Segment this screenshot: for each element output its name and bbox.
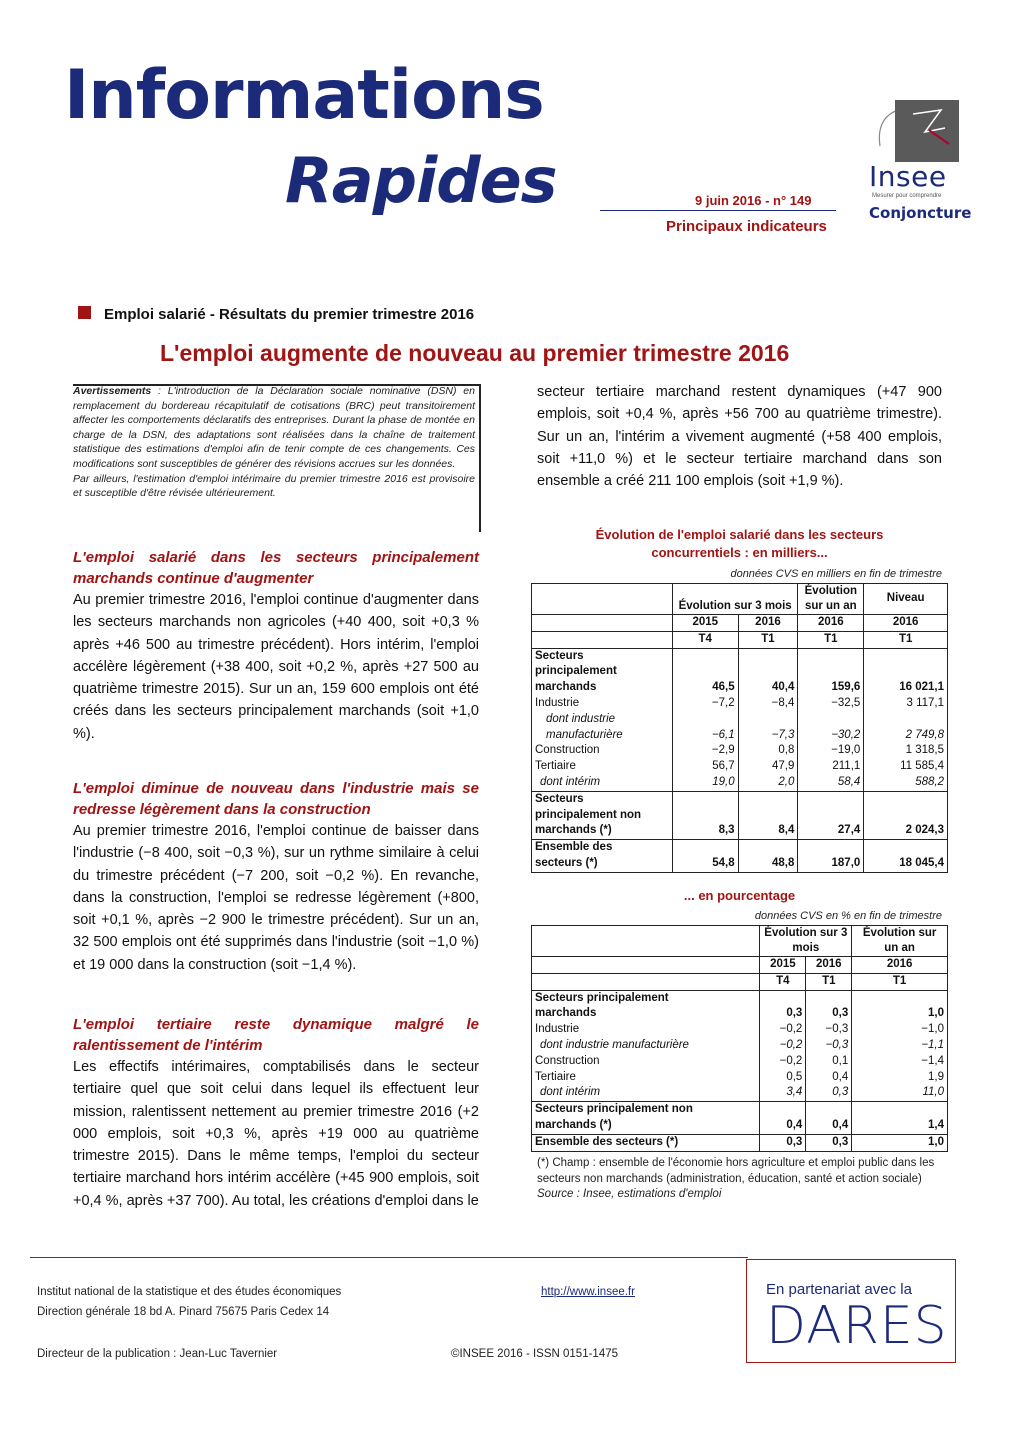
table1-cell: −7,3 bbox=[738, 712, 798, 744]
warning-para-1 bbox=[73, 384, 475, 472]
table2-cell: 0,3 bbox=[806, 1134, 852, 1151]
table2-cell: −1,4 bbox=[852, 1054, 948, 1070]
table1-row-label: Ensemble des secteurs (*) bbox=[532, 840, 673, 873]
table1-cell: 27,4 bbox=[798, 791, 864, 839]
table2-row-label: Secteurs principalement marchands bbox=[532, 990, 760, 1022]
table2-cell: 0,3 bbox=[806, 1085, 852, 1101]
table2-cell: −0,3 bbox=[806, 1038, 852, 1054]
table2-cell: 0,4 bbox=[806, 1102, 852, 1135]
table-row bbox=[532, 648, 948, 696]
footnote-source: Source : Insee, estimations d'emploi bbox=[537, 1188, 722, 1201]
insee-logo-mark-icon bbox=[895, 100, 959, 162]
table-row bbox=[532, 1102, 948, 1135]
footer-url-link[interactable]: http://www.insee.fr bbox=[541, 1286, 635, 1298]
table2-quarter: T1 bbox=[852, 973, 948, 990]
table1-cell: 3 117,1 bbox=[864, 696, 948, 712]
table1-header-evolan: Évolution sur un an bbox=[798, 584, 864, 615]
publication-subtitle: Rapides bbox=[285, 144, 557, 217]
table2-quarter: T1 bbox=[806, 973, 852, 990]
table1-cell: −32,5 bbox=[798, 696, 864, 712]
table-row bbox=[532, 791, 948, 839]
table2-header-evol3: Évolution sur 3 mois bbox=[760, 926, 852, 957]
warning-box bbox=[73, 384, 479, 501]
table2-cell: 1,9 bbox=[852, 1070, 948, 1086]
table2-year: 2015 bbox=[760, 957, 806, 974]
table-row bbox=[532, 775, 948, 791]
left-heading-2: L'emploi diminue de nouveau dans l'industrie mais se redresse légèrement dans la construction bbox=[73, 780, 479, 818]
table2-row-label: Tertiaire bbox=[532, 1070, 760, 1086]
table1-cell: 0,8 bbox=[738, 743, 798, 759]
table2 bbox=[531, 925, 948, 1152]
table1-year: 2016 bbox=[738, 615, 798, 632]
table2-cell: 0,1 bbox=[806, 1054, 852, 1070]
warning-text-1: : L'introduction de la Déclaration sociale nominative (DSN) en remplacement du bordereau récapitulatif de cotisations (BRC) peut transitoirement affecter les comportements déclaratifs des entreprises. Durant la phase de montée en charge de la DSN, des adaptations sont réalisées dans la chaîne de traitement statistique des estimations d'emploi afin de tenir compte de ces changements. Ces modifications sont susceptibles de générer des révisions accrues sur les données. bbox=[73, 385, 475, 470]
table2-year: 2016 bbox=[806, 957, 852, 974]
table1-cell: −8,4 bbox=[738, 696, 798, 712]
table2-cell: 0,3 bbox=[760, 1134, 806, 1151]
table2-cell: −1,1 bbox=[852, 1038, 948, 1054]
table1-cell: 46,5 bbox=[672, 648, 738, 696]
table1-year: 2015 bbox=[672, 615, 738, 632]
section-bullet-icon bbox=[78, 306, 91, 319]
table-row bbox=[532, 1085, 948, 1101]
table1-cell: 159,6 bbox=[798, 648, 864, 696]
table1-cell: 8,4 bbox=[738, 791, 798, 839]
table1-cell: 187,0 bbox=[798, 840, 864, 873]
publication-title: Informations bbox=[64, 56, 544, 135]
table1-cell: −19,0 bbox=[798, 743, 864, 759]
table1-row-label: Secteurs principalement non marchands (*) bbox=[532, 791, 673, 839]
table2-note: données CVS en % en fin de trimestre bbox=[754, 910, 942, 922]
table-row bbox=[532, 1070, 948, 1086]
table-row bbox=[532, 712, 948, 744]
dares-logo: DARES bbox=[766, 1296, 948, 1356]
issue-date: 9 juin 2016 - n° 149 bbox=[695, 193, 812, 208]
table2-cell: 1,0 bbox=[852, 990, 948, 1022]
table1-header-niveau: Niveau bbox=[864, 584, 948, 615]
table1-quarter: T1 bbox=[864, 631, 948, 648]
table1-note: données CVS en milliers en fin de trimestre bbox=[730, 568, 942, 580]
table1-cell: 19,0 bbox=[672, 775, 738, 791]
table2-cell: −0,2 bbox=[760, 1054, 806, 1070]
table1-cell: 16 021,1 bbox=[864, 648, 948, 696]
table2-row-label: Construction bbox=[532, 1054, 760, 1070]
headline: L'emploi augmente de nouveau au premier trimestre 2016 bbox=[160, 340, 790, 366]
table2-cell: 11,0 bbox=[852, 1085, 948, 1101]
table1-row-label: dont intérim bbox=[532, 775, 673, 791]
table1-row-label: Tertiaire bbox=[532, 759, 673, 775]
table-row bbox=[532, 1054, 948, 1070]
table1-cell: 2 749,8 bbox=[864, 712, 948, 744]
table1-quarter: T4 bbox=[672, 631, 738, 648]
table2-cell: −0,2 bbox=[760, 1022, 806, 1038]
table1-cell: 211,1 bbox=[798, 759, 864, 775]
table2-cell: 0,5 bbox=[760, 1070, 806, 1086]
footnote-text: (*) Champ : ensemble de l'économie hors agriculture et emploi public dans les secteurs non marchands (administration, éducation, santé et action sociale) bbox=[537, 1157, 935, 1185]
logo-name: Insee bbox=[869, 160, 947, 193]
footer-rule bbox=[30, 1257, 748, 1258]
table1-year: 2016 bbox=[864, 615, 948, 632]
logo-tagline: Mesurer pour comprendre bbox=[872, 193, 942, 199]
table2-row-label: Industrie bbox=[532, 1022, 760, 1038]
footer-address: Direction générale 18 bd A. Pinard 75675 Paris Cedex 14 bbox=[37, 1306, 330, 1318]
table1-cell: 2,0 bbox=[738, 775, 798, 791]
table1-caption-line1: Évolution de l'emploi salarié dans les secteurs bbox=[595, 527, 884, 542]
footer-copyright: ©INSEE 2016 - ISSN 0151-1475 bbox=[451, 1348, 619, 1360]
left-paragraph-3: Les effectifs intérimaires, comptabilisés dans le secteur tertiaire quel que soit celui dans lequel ils effectuent leur mission, ralentissent nettement au premier trimestre 2016 (+2 000 emplois, soit +0,3 %, après +19 000 au quatrième trimestre 2015). Dans le même temps, l'emploi du secteur tertiaire marchand hors intérim accélère (+45 900 emplois, soit +0,4 %, après +37 700). Au total, les créations d'emploi dans le bbox=[73, 1059, 479, 1209]
table1-cell: 8,3 bbox=[672, 791, 738, 839]
warning-lead: Avertissements bbox=[73, 385, 152, 397]
left-heading-3: L'emploi tertiaire reste dynamique malgré le ralentissement de l'intérim bbox=[73, 1016, 479, 1054]
table1-cell: 40,4 bbox=[738, 648, 798, 696]
table2-row-label: dont intérim bbox=[532, 1085, 760, 1101]
table-row bbox=[532, 759, 948, 775]
table1-header-evol3: Évolution sur 3 mois bbox=[672, 584, 797, 615]
table1-cell: −7,2 bbox=[672, 696, 738, 712]
table1-cell: 11 585,4 bbox=[864, 759, 948, 775]
table2-row-label: Secteurs principalement non marchands (*) bbox=[532, 1102, 760, 1135]
table2-cell: 1,4 bbox=[852, 1102, 948, 1135]
masthead-rule bbox=[600, 210, 836, 211]
table1-quarter: T1 bbox=[798, 631, 864, 648]
left-paragraph-1: Au premier trimestre 2016, l'emploi continue d'augmenter dans les secteurs marchands non agricoles (+40 400, soit +0,3 % après +46 500 au trimestre précédent). Hors intérim, l'emploi accélère légèrement (+38 400, soit +0,2 %, après +27 500 au quatrième trimestre 2015). Sur un an, 159 600 emplois ont été créés dans les secteurs principalement marchands (soit +1,0 %). bbox=[73, 592, 479, 742]
table1-cell: −2,9 bbox=[672, 743, 738, 759]
table1-cell: 18 045,4 bbox=[864, 840, 948, 873]
table1-cell: 48,8 bbox=[738, 840, 798, 873]
table2-cell: 0,3 bbox=[806, 990, 852, 1022]
table2-row-label: dont industrie manufacturière bbox=[532, 1038, 760, 1054]
table2-cell: 0,4 bbox=[760, 1102, 806, 1135]
partner-label: En partenariat avec la bbox=[766, 1281, 912, 1298]
table1-row-label: dont industrie manufacturière bbox=[532, 712, 673, 744]
table2-caption: ... en pourcentage bbox=[683, 888, 796, 903]
table2-cell: 0,3 bbox=[760, 990, 806, 1022]
left-heading-1: L'emploi salarié dans les secteurs principalement marchands continue d'augmenter bbox=[73, 549, 479, 587]
table-row bbox=[532, 1022, 948, 1038]
table2-cell: −1,0 bbox=[852, 1022, 948, 1038]
table1-cell: 1 318,5 bbox=[864, 743, 948, 759]
table1-cell: −6,1 bbox=[672, 712, 738, 744]
table1-cell: 58,4 bbox=[798, 775, 864, 791]
table2-cell: −0,3 bbox=[806, 1022, 852, 1038]
table2-cell: 0,4 bbox=[806, 1070, 852, 1086]
table-row bbox=[532, 840, 948, 873]
table1-caption-line2: concurrentiels : en milliers... bbox=[651, 545, 828, 560]
right-paragraph-1: secteur tertiaire marchand restent dynamiques (+47 900 emplois, soit +0,4 %, après +56 700 au quatrième trimestre). Sur un an, l'intérim a vivement augmenté (+58 400 emplois, soit +11,0 %) et le secteur tertiaire marchand dans son ensemble a créé 211 100 emplois (soit +1,9 %). bbox=[537, 384, 942, 490]
footer-institute: Institut national de la statistique et des études économiques bbox=[37, 1286, 342, 1298]
table1-cell: 47,9 bbox=[738, 759, 798, 775]
table-row bbox=[532, 990, 948, 1022]
table1-caption bbox=[537, 526, 942, 562]
table2-quarter: T4 bbox=[760, 973, 806, 990]
table1-cell: 54,8 bbox=[672, 840, 738, 873]
table-row bbox=[532, 696, 948, 712]
table2-row-label: Ensemble des secteurs (*) bbox=[532, 1134, 760, 1151]
table-row bbox=[532, 743, 948, 759]
table1-cell: 588,2 bbox=[864, 775, 948, 791]
table2-cell: −0,2 bbox=[760, 1038, 806, 1054]
table1-cell: 56,7 bbox=[672, 759, 738, 775]
table2-cell: 1,0 bbox=[852, 1134, 948, 1151]
table1-year: 2016 bbox=[798, 615, 864, 632]
table1-cell: −30,2 bbox=[798, 712, 864, 744]
issue-category: Principaux indicateurs bbox=[666, 218, 827, 235]
table1-row-label: Industrie bbox=[532, 696, 673, 712]
table2-year: 2016 bbox=[852, 957, 948, 974]
table1 bbox=[531, 583, 948, 873]
table-row bbox=[532, 1134, 948, 1151]
table1-quarter: T1 bbox=[738, 631, 798, 648]
warning-para-2: Par ailleurs, l'estimation d'emploi intérimaire du premier trimestre 2016 est provisoire et susceptible d'être révisée ultérieurement. bbox=[73, 472, 475, 500]
table2-cell: 3,4 bbox=[760, 1085, 806, 1101]
table1-cell: 2 024,3 bbox=[864, 791, 948, 839]
logo-subtitle: Conjoncture bbox=[869, 204, 972, 222]
section-label: Emploi salarié - Résultats du premier trimestre 2016 bbox=[104, 306, 475, 323]
table-row bbox=[532, 1038, 948, 1054]
table-footnote bbox=[537, 1156, 942, 1203]
left-paragraph-2: Au premier trimestre 2016, l'emploi continue de baisser dans l'industrie (−8 400, soit −0,3 %), sur un rythme similaire à celui du trimestre précédent (−7 200, soit −0,2 %). En revanche, dans la construction, l'emploi se redresse légèrement (+800, soit +0,1 %, après −2 900 le trimestre précédent). Sur un an, 32 500 emplois ont été supprimés dans l'industrie (soit −1,0 %) et 19 000 dans la construction (soit −1,4 %). bbox=[73, 823, 479, 973]
table1-row-label: Construction bbox=[532, 743, 673, 759]
table1-row-label: Secteurs principalement marchands bbox=[532, 648, 673, 696]
table2-header-evolan: Évolution sur un an bbox=[852, 926, 948, 957]
footer-director: Directeur de la publication : Jean-Luc Tavernier bbox=[37, 1348, 278, 1360]
